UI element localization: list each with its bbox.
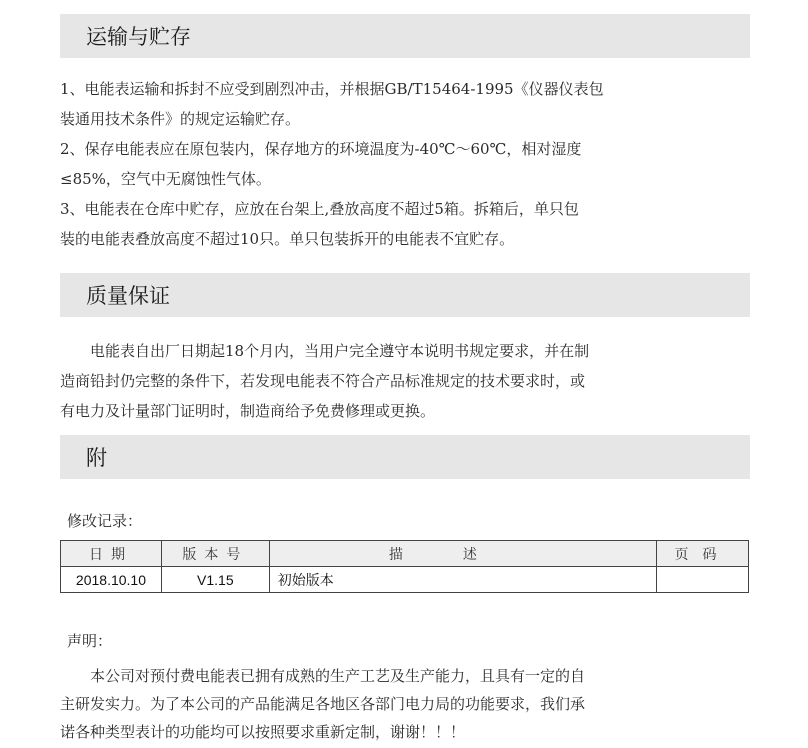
cell-date: 2018.10.10: [61, 567, 162, 593]
transport-paragraph: [60, 74, 750, 254]
text-line: ≤85%，空气中无腐蚀性气体。: [60, 170, 271, 188]
revision-label: 修改记录：: [67, 512, 143, 530]
section-header-appendix: [60, 435, 750, 479]
table-row: [61, 567, 749, 593]
text-line: 2、保存电能表应在原包装内，保存地方的环境温度为-40℃～60℃，相对湿度: [60, 140, 582, 158]
section-header-transport: [60, 14, 750, 58]
section-title: 运输与贮存: [86, 25, 191, 49]
text-line: 1、电能表运输和拆封不应受到剧烈冲击，并根据GB/T15464-1995《仪器仪表包: [60, 80, 604, 98]
header-version: 版本号: [161, 541, 269, 567]
text-line: 本公司对预付费电能表已拥有成熟的生产工艺及生产能力，且具有一定的自: [60, 667, 586, 685]
section-title: 质量保证: [86, 284, 170, 308]
text-line: 3、电能表在仓库中贮存，应放在台架上,叠放高度不超过5箱。拆箱后，单只包: [60, 200, 579, 218]
text-line: 有电力及计量部门证明时，制造商给予免费修理或更换。: [60, 402, 436, 420]
cell-description: 初始版本: [269, 567, 656, 593]
header-page: 页码: [657, 541, 749, 567]
text-line: 主研发实力。为了本公司的产品能满足各地区各部门电力局的功能要求，我们承: [60, 695, 586, 713]
statement-paragraph: [60, 662, 750, 746]
text-line: 装的电能表叠放高度不超过10只。单只包装拆开的电能表不宜贮存。: [60, 230, 515, 248]
section-header-warranty: [60, 273, 750, 317]
text-line: 诺各种类型表计的功能均可以按照要求重新定制，谢谢！！！: [60, 723, 466, 741]
cell-page: [657, 567, 749, 593]
cell-version: V1.15: [161, 567, 269, 593]
warranty-paragraph: [60, 336, 750, 426]
text-line: 装通用技术条件》的规定运输贮存。: [60, 110, 301, 128]
text-line: 电能表自出厂日期起18个月内，当用户完全遵守本说明书规定要求，并在制: [60, 342, 590, 360]
text-line: 造商铅封仍完整的条件下，若发现电能表不符合产品标准规定的技术要求时，或: [60, 372, 586, 390]
header-date: 日期: [61, 541, 162, 567]
revision-table: [60, 540, 749, 593]
statement-label: 声明：: [67, 632, 113, 650]
section-title: 附: [86, 446, 107, 470]
table-header-row: [61, 541, 749, 567]
header-description: 描述: [269, 541, 656, 567]
